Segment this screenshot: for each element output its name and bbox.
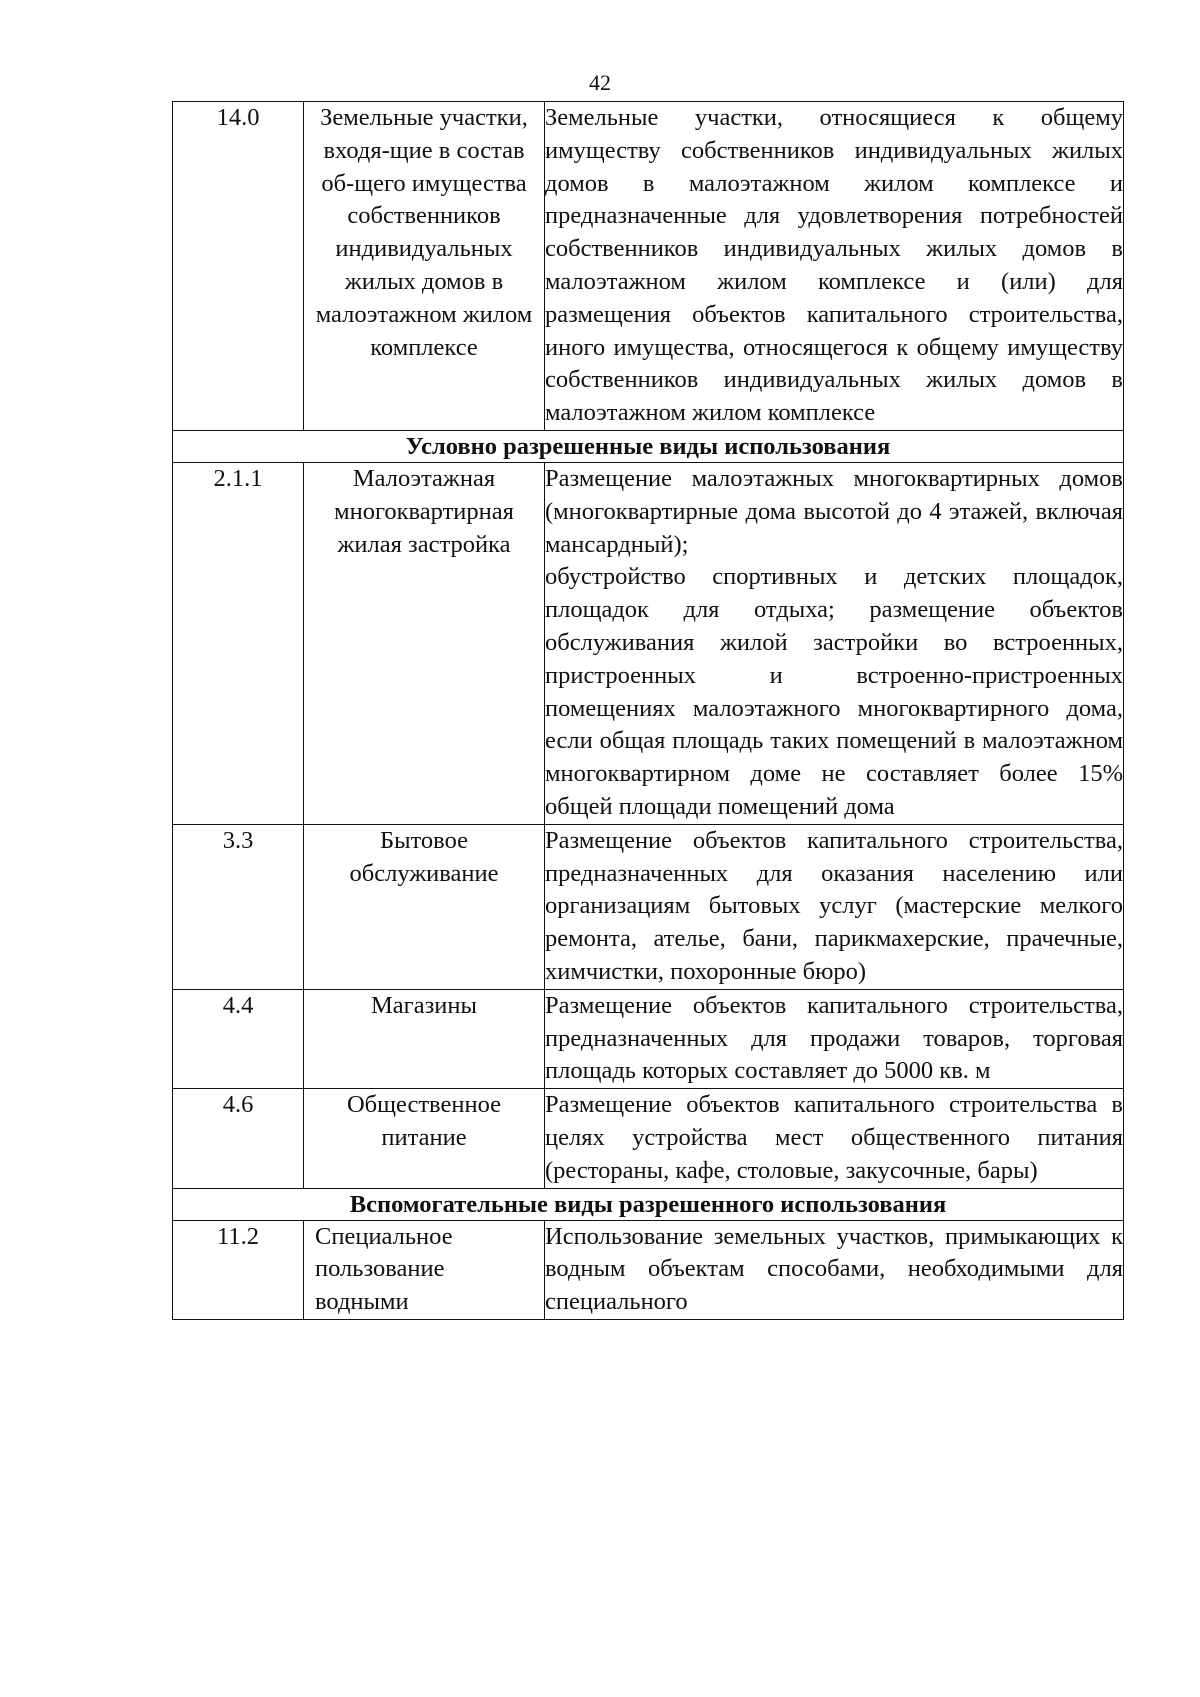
name-cell: Общественное питание bbox=[304, 1089, 545, 1188]
description-paragraph: Размещение объектов капитального строительства, предназначенных для оказания населению или организациям бытовых услуг (мастерские мелкого ремонта, ателье, бани, парикмахерские, прачечные, химчистки, похоронные бюро) bbox=[545, 826, 1123, 985]
table-row bbox=[173, 1089, 1124, 1188]
land-use-table bbox=[172, 101, 1124, 1320]
table-row bbox=[173, 462, 1124, 824]
code-cell: 14.0 bbox=[173, 102, 304, 431]
code-cell: 11.2 bbox=[173, 1220, 304, 1319]
name-cell: Малоэтажная многоквартирная жилая застройка bbox=[304, 462, 545, 824]
table-row bbox=[173, 1220, 1124, 1319]
table-row bbox=[173, 989, 1124, 1088]
description-cell bbox=[545, 462, 1124, 824]
description-cell bbox=[545, 102, 1124, 431]
section-heading: Условно разрешенные виды использования bbox=[173, 430, 1124, 462]
table-row bbox=[173, 824, 1124, 989]
name-cell: Магазины bbox=[304, 989, 545, 1088]
name-cell: Земельные участки, входя-щие в состав об-щего имущества собственников индивидуальных жилых домов в малоэтажном жилом комплексе bbox=[304, 102, 545, 431]
name-cell: Бытовое обслуживание bbox=[304, 824, 545, 989]
section-header-row bbox=[173, 1188, 1124, 1220]
description-paragraph: Размещение объектов капитального строительства, предназначенных для продажи товаров, торговая площадь которых составляет до 5000 кв. м bbox=[545, 991, 1123, 1085]
page-number: 42 bbox=[589, 70, 611, 95]
code-cell: 4.4 bbox=[173, 989, 304, 1088]
description-cell bbox=[545, 1089, 1124, 1188]
description-paragraph: Размещение малоэтажных многоквартирных домов (многоквартирные дома высотой до 4 этажей, включая мансардный); bbox=[545, 464, 1123, 558]
description-cell bbox=[545, 824, 1124, 989]
code-cell: 2.1.1 bbox=[173, 462, 304, 824]
description-paragraph: Земельные участки, относящиеся к общему имуществу собственников индивидуальных жилых домов в малоэтажном жилом комплексе и предназначенные для удовлетворения потребностей собственников индивидуальных жилых домов в малоэтажном жилом комплексе и (или) для размещения объектов капитального строительства, иного имущества, относящегося к общему имуществу собственников индивидуальных жилых домов в малоэтажном жилом комплексе bbox=[545, 104, 1123, 427]
table-row bbox=[173, 102, 1124, 431]
description-paragraph: обустройство спортивных и детских площадок, площадок для отдыха; размещение объектов обслуживания жилой застройки во встроенных, пристроенных и встроенно-пристроенных помещениях малоэтажного многоквартирного дома, если общая площадь таких помещений в малоэтажном многоквартирном доме не составляет более 15% общей площади помещений дома bbox=[545, 563, 1123, 820]
description-cell bbox=[545, 989, 1124, 1088]
name-cell: Специальное пользование водными bbox=[304, 1220, 545, 1319]
description-paragraph: Размещение объектов капитального строительства в целях устройства мест общественного питания (рестораны, кафе, столовые, закусочные, бары) bbox=[545, 1091, 1123, 1184]
description-cell bbox=[545, 1220, 1124, 1319]
code-cell: 4.6 bbox=[173, 1089, 304, 1188]
section-heading: Вспомогательные виды разрешенного использования bbox=[173, 1188, 1124, 1220]
description-paragraph: Использование земельных участков, примыкающих к водным объектам способами, необходимыми для специального bbox=[545, 1222, 1123, 1316]
section-header-row bbox=[173, 430, 1124, 462]
code-cell: 3.3 bbox=[173, 824, 304, 989]
